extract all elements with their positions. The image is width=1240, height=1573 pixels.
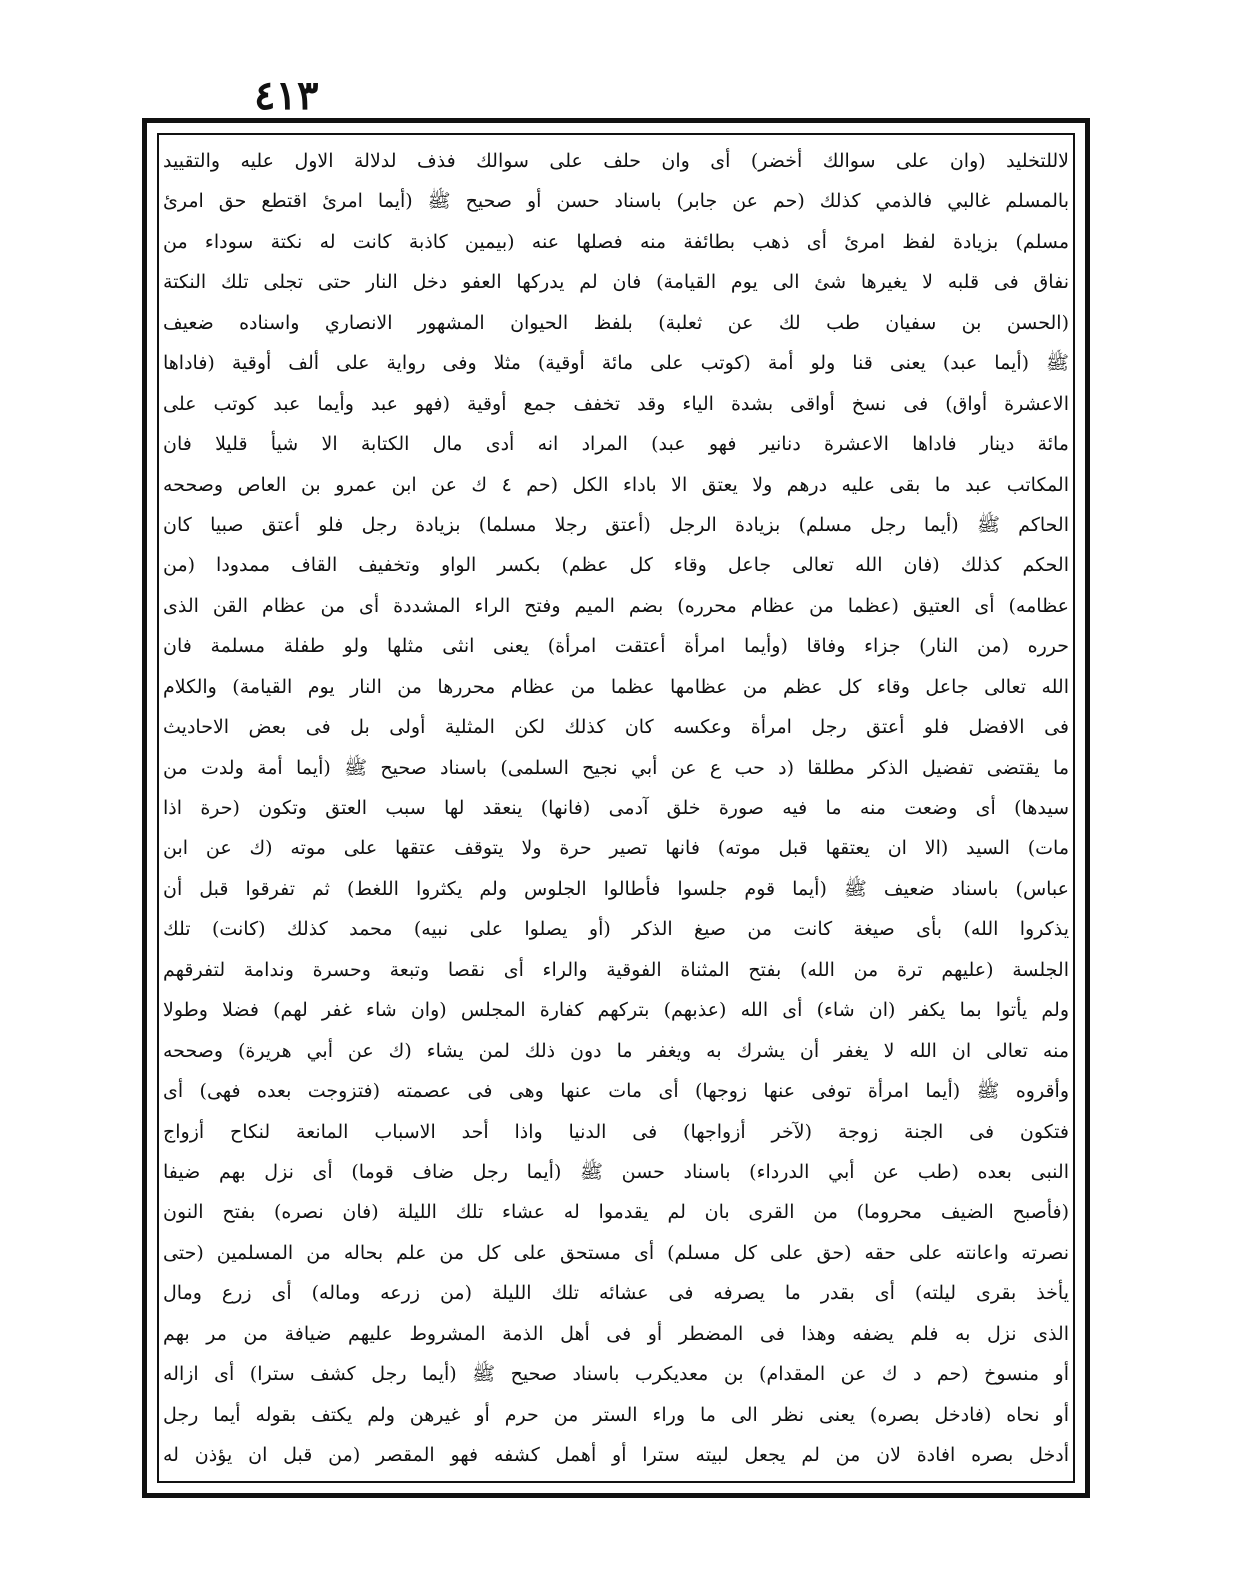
text-line: الحكم كذلك (فان الله تعالى جاعل وقاء كل عظم) بكسر الواو وتخفيف القاف ممدودا (من	[163, 554, 1069, 577]
text-line: مسلم) بزيادة لفظ امرئ أى ذهب بطائفة منه فصلها عنه (بيمين كاذبة كانت له نكتة سوداء من	[163, 230, 1069, 253]
text-line: أدخل بصره افادة لان من لم يجعل لبيته سترا أو أهمل كشفه فهو المقصر (من قبل ان يؤذن له	[163, 1444, 1069, 1466]
text-line: نصرته واعانته على حقه (حق على كل مسلم) أى مستحق على كل من علم بحاله من المسلمين (حتى	[163, 1241, 1069, 1264]
text-body	[163, 141, 1069, 1475]
text-line: منه تعالى ان الله لا يغفر أن يشرك به ويغفر ما دون ذلك لمن يشاء (ك عن أبي هريرة) وصححه	[163, 1039, 1069, 1062]
page-frame-inner	[157, 133, 1075, 1483]
text-line: المكاتب عبد ما بقى عليه درهم ولا يعتق الا باداء الكل (حم ٤ ك عن ابن عمرو بن العاص وصححه	[163, 473, 1069, 496]
text-line: (الحسن بن سفيان طب لك عن ثعلبة) بلفظ الحيوان المشهور الانصاري واسناده ضعيف	[163, 311, 1069, 334]
text-line: ﷺ (أيما عبد) يعنى قنا ولو أمة (كوتب على مائة أوقية) مثلا وفى رواية على ألف أوقية (فاداها	[163, 352, 1069, 375]
text-line: (فأصبح الضيف محروما) من القرى بان لم يقدموا له عشاء تلك الليلة (فان نصره) بفتح النون	[163, 1201, 1069, 1224]
text-line: الاعشرة أواق) فى نسخ أواقى بشدة الياء وقد تخفف جمع أوقية (فهو عبد وأيما عبد كوتب على	[163, 392, 1069, 415]
text-line: نفاق فى قلبه لا يغيرها شئ الى يوم القيامة) فان لم يدركها العفو دخل النار حتى تجلى تلك النكتة	[163, 271, 1069, 294]
text-line: الله تعالى جاعل وقاء كل عظم من عظامها عظما من عظام محررها من النار يوم القيامة) والكلام	[163, 675, 1069, 698]
text-line: مات) السيد (الا ان يعتقها قبل موته) فانها تصير حرة ولا يتوقف عتقها على موته (ك عن ابن	[163, 837, 1069, 860]
text-line: عباس) باسناد ضعيف ﷺ (أيما قوم جلسوا فأطالوا الجلوس ولم يكثروا اللغط) ثم تفرقوا قبل أن	[163, 877, 1069, 900]
text-line: سيدها) أى وضعت منه ما فيه صورة خلق آدمى (فانها) ينعقد لها سبب العتق وتكون (حرة اذا	[163, 797, 1069, 819]
text-line: بالمسلم غالبي فالذمي كذلك (حم عن جابر) باسناد حسن أو صحيح ﷺ (أيما امرئ اقتطع حق امرئ	[163, 190, 1069, 213]
page-frame	[142, 118, 1090, 1498]
text-line: لاللتخليد (وان على سوالك أخضر) أى وان حلف على سوالك فذف لدلالة الاول عليه والتقييد	[163, 150, 1069, 172]
text-line: مائة دينار فاداها الاعشرة دنانير فهو عبد) المراد انه أدى مال الكتابة الا شيأ قليلا فان	[163, 433, 1069, 456]
text-line: ولم يأتوا بما يكفر (ان شاء) أى الله (عذبهم) بتركهم كفارة المجلس (وان شاء غفر لهم) فضلا وطولا	[163, 999, 1069, 1022]
text-line: فتكون فى الجنة زوجة (لآخر أزواجها) فى الدنيا واذا أحد الاسباب المانعة لنكاح أزواج	[163, 1120, 1069, 1143]
text-line: الجلسة (عليهم ترة من الله) بفتح المثناة الفوقية والراء أى نقصا وتبعة وحسرة وندامة لتفرقهم	[163, 958, 1069, 981]
text-line: عظامه) أى العتيق (عظما من عظام محرره) بضم الميم وفتح الراء المشددة أى من عظام القن الذى	[163, 594, 1069, 617]
text-line: حرره (من النار) جزاء وفاقا (وأيما امرأة أعتقت امرأة) يعنى انثى مثلها ولو طفلة مسلمة فان	[163, 635, 1069, 658]
text-line: يأخذ بقرى ليلته) أى بقدر ما يصرفه فى عشائه تلك الليلة (من زرعه وماله) أى زرع ومال	[163, 1282, 1069, 1305]
page-number: ٤١٣	[254, 72, 319, 119]
text-line: ما يقتضى تفضيل الذكر مطلقا (د حب ع عن أبي نجيح السلمى) باسناد صحيح ﷺ (أيما أمة ولدت من	[163, 756, 1069, 779]
text-line: النبى بعده (طب عن أبي الدرداء) باسناد حسن ﷺ (أيما رجل ضاف قوما) أى نزل بهم ضيفا	[163, 1160, 1069, 1183]
text-line: وأقروه ﷺ (أيما امرأة توفى عنها زوجها) أى مات عنها وهى فى عصمته (فتزوجت بعده فهى) أى	[163, 1080, 1069, 1103]
text-line: الذى نزل به فلم يضفه وهذا فى المضطر أو فى أهل الذمة المشروط عليهم ضيافة من مر بهم	[163, 1322, 1069, 1345]
text-line: الحاكم ﷺ (أيما رجل مسلم) بزيادة الرجل (أعتق رجلا مسلما) بزيادة رجل فلو أعتق صبيا كان	[163, 513, 1069, 536]
text-line: يذكروا الله) بأى صيغة كانت من صيغ الذكر (أو يصلوا على نبيه) محمد كذلك (كانت) تلك	[163, 918, 1069, 941]
text-line: أو نحاه (فادخل بصره) يعنى نظر الى ما وراء الستر من حرم أو غيرهن ولم يكتف بقوله أيما رجل	[163, 1403, 1069, 1426]
text-line: أو منسوخ (حم د ك عن المقدام) بن معديكرب باسناد صحيح ﷺ (أيما رجل كشف سترا) أى ازاله	[163, 1363, 1069, 1386]
text-line: فى الافضل فلو أعتق رجل امرأة وعكسه كان كذلك لكن المثلية أولى بل فى بعض الاحاديث	[163, 716, 1069, 739]
